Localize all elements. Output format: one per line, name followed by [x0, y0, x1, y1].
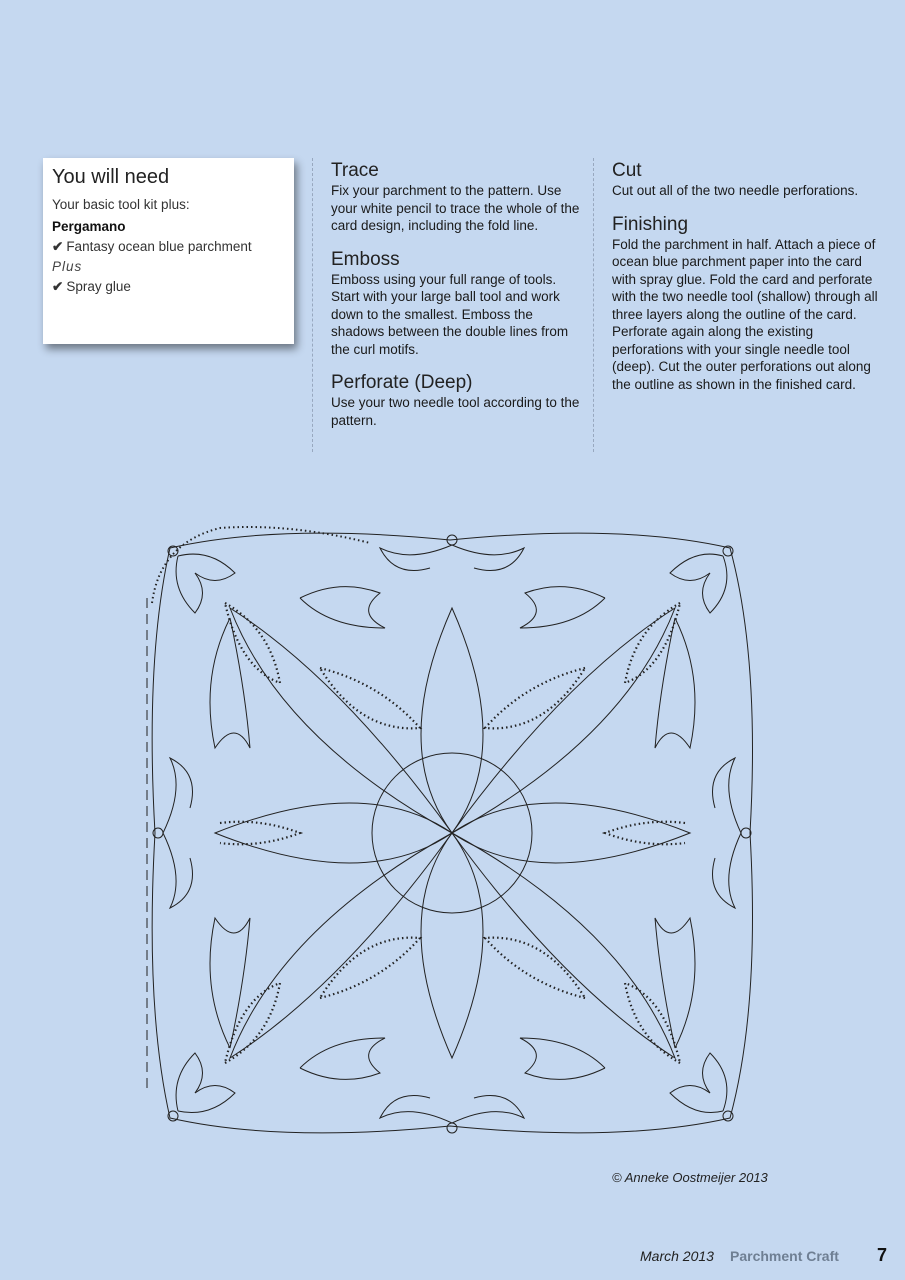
- edge-circle: [447, 1123, 457, 1133]
- needs-brand: Pergamano: [52, 219, 126, 234]
- trace-text: Fix your parchment to the pattern. Use your white pencil to trace the whole of the card design, including the fold line.: [331, 183, 580, 233]
- needs-intro: Your basic tool kit plus:: [52, 197, 190, 212]
- edge-scrolls: [163, 545, 741, 1123]
- you-will-need-box: [43, 158, 294, 344]
- card-pattern-drawing: [140, 518, 765, 1148]
- emboss-heading: Emboss: [331, 248, 400, 270]
- needs-title: You will need: [52, 166, 170, 188]
- checkmark-icon: ✔: [52, 239, 64, 254]
- corner-circle: [723, 1111, 733, 1121]
- cut-heading: Cut: [612, 160, 642, 181]
- copyright-notice: © Anneke Oostmeijer 2013: [612, 1170, 768, 1185]
- footer-magazine: Parchment Craft: [730, 1248, 839, 1264]
- needs-item-parchment: [52, 237, 285, 257]
- footer-date: March 2013: [640, 1248, 714, 1264]
- perforate-heading: Perforate (Deep): [331, 372, 473, 393]
- perforate-text: Use your two needle tool according to the pattern.: [331, 395, 580, 428]
- finishing-text: Fold the parchment in half. Attach a piece of ocean blue parchment paper into the card with spray glue. Fold the card and perforate with the two needle tool (shallow) through all three layers along the outline of the card. Perforate again along the existing perforations with your single needle tool (deep). Cut the outer perforations out along the outline as shown in the finished card.: [612, 236, 878, 392]
- instructions-column-1: [312, 158, 584, 452]
- finishing-heading: Finishing: [612, 213, 689, 235]
- instructions-column-2: [593, 158, 883, 452]
- needs-item-glue-label: Spray glue: [66, 279, 131, 294]
- cut-text: Cut out all of the two needle perforations.: [612, 183, 859, 198]
- needs-item-parchment-label: Fantasy ocean blue parchment: [66, 239, 252, 254]
- needs-item-glue: [52, 277, 285, 297]
- emboss-text: Emboss using your full range of tools. Start with your large ball tool and work down to the smallest. Emboss the shadows between the double lines from the curl motifs.: [331, 271, 569, 357]
- needs-plus: Plus: [52, 259, 83, 274]
- page-number: 7: [877, 1245, 888, 1265]
- central-motif: [215, 608, 690, 1058]
- checkmark-icon: ✔: [52, 279, 64, 294]
- top-perforation-line: [152, 527, 370, 603]
- trace-heading: Trace: [331, 160, 379, 181]
